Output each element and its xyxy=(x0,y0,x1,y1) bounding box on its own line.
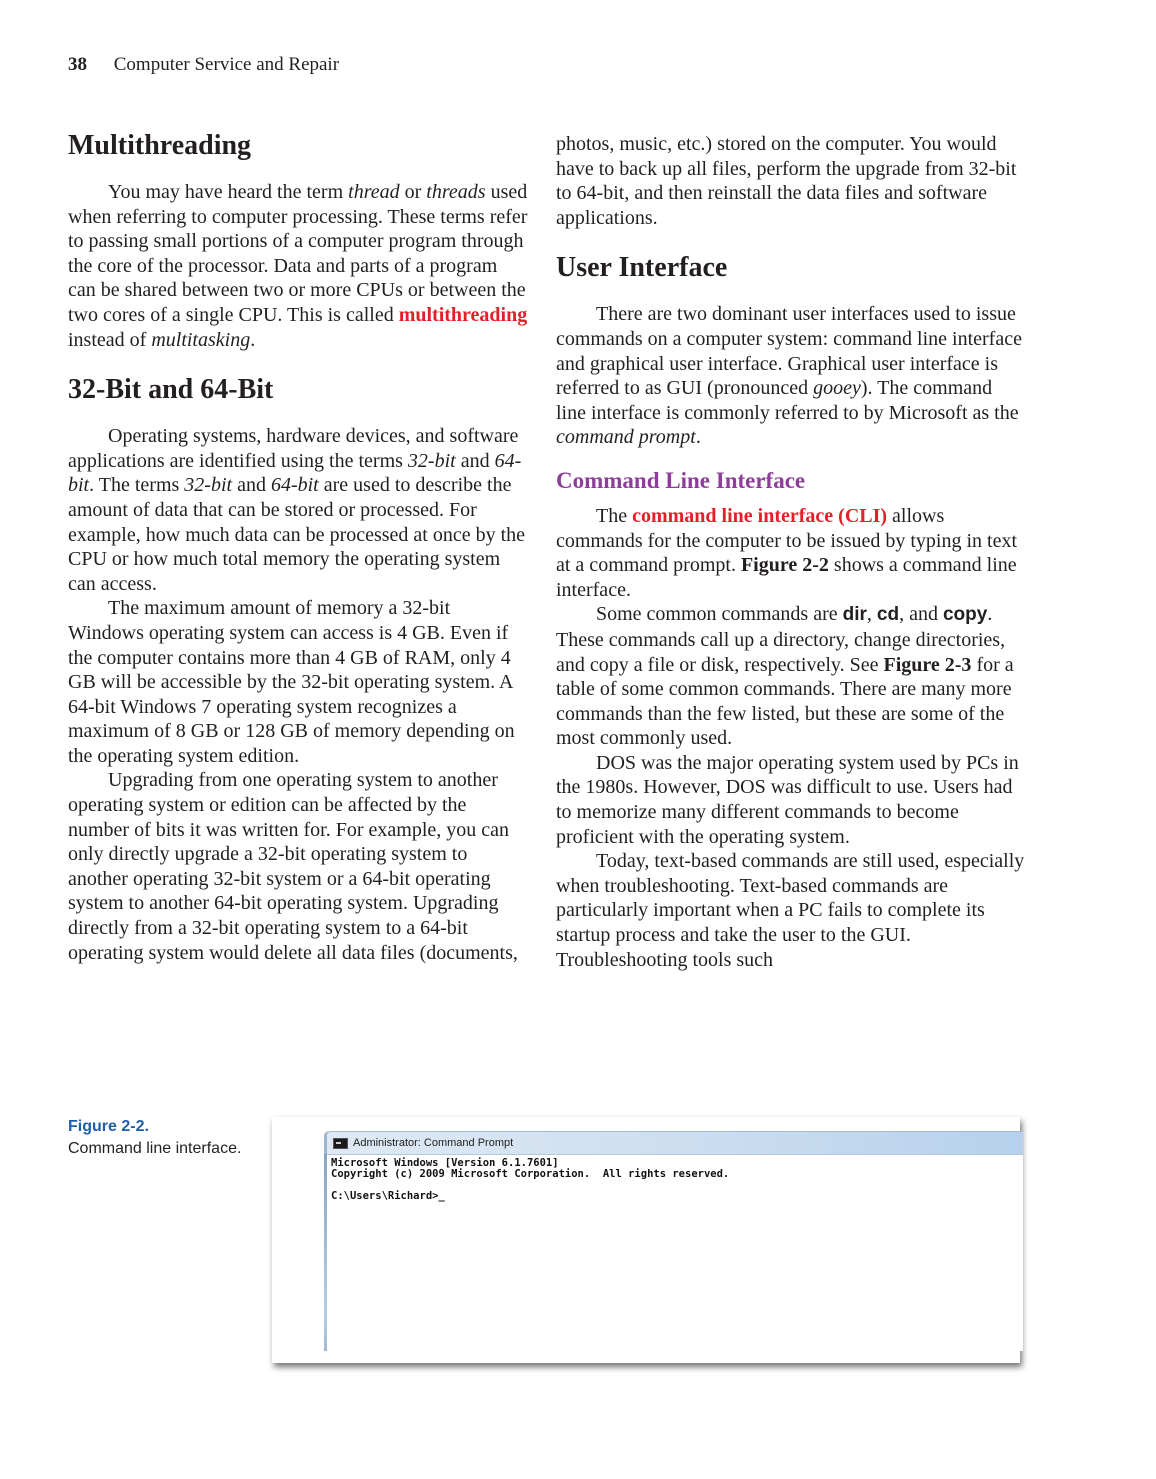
console-output xyxy=(327,1154,1023,1351)
paragraph-cli-4: Today, text-based commands are still used, especially when troubleshooting. Text-based commands are particularly important when a PC fails to complete its startup process and take the user to the GUI. Troubleshooting tools such xyxy=(556,850,1025,971)
text: Some common commands are xyxy=(596,603,843,626)
paragraph-bits-2: The maximum amount of memory a 32-bit Windows operating system can access is 4 GB. Even if the computer contains more than 4 GB of RAM, only 4 GB will be accessible by the 32-bit operating system. A 64-bit Windows 7 operating system recognizes a maximum of 8 GB or 128 GB of memory depending on the operating system edition. xyxy=(68,597,515,767)
paragraph-multithreading xyxy=(68,180,528,352)
subheading-command-line-interface: Command Line Interface xyxy=(556,467,806,493)
text: and xyxy=(232,474,271,497)
console-line: Copyright (c) 2009 Microsoft Corporation. All rights reserved. xyxy=(331,1168,730,1180)
window-titlebar xyxy=(327,1131,1023,1154)
console-prompt-line: C:\Users\Richard>_ xyxy=(331,1190,445,1202)
figure-reference: Figure 2-2 xyxy=(740,554,829,577)
text: or xyxy=(399,181,427,203)
italic-term: multitasking xyxy=(151,328,251,351)
command-cd: cd xyxy=(876,604,900,626)
console-line: Microsoft Windows [Version 6.1.7601] xyxy=(331,1157,559,1169)
heading-user-interface: User Interface xyxy=(556,252,728,284)
figure-caption xyxy=(68,1116,248,1160)
text: and xyxy=(455,449,495,472)
figure-caption-text: Command line interface. xyxy=(68,1140,242,1157)
italic-term: 32-bit xyxy=(184,474,233,497)
figure-2-2-screenshot xyxy=(272,1117,1020,1363)
text: , xyxy=(866,603,877,626)
text: are used to describe the amount of data that can be stored or processed. For example, how much data can be processed at once by the CPU or how much total memory the operating system can access. xyxy=(68,474,526,595)
window-title: Administrator: Command Prompt xyxy=(353,1137,514,1149)
text: ). The command line interface is commonly referred to by Microsoft as the xyxy=(556,377,1019,424)
text: for a table of some common commands. There are many more commands than the few listed, but these are some of the most commonly used. xyxy=(556,653,1014,750)
text: There are two dominant user interfaces used to issue commands on a computer system: command line interface and graphical user interface. Graphical user interface is referred to as GUI (pronounced xyxy=(556,303,1022,400)
command-prompt-window xyxy=(324,1131,1023,1351)
text: . The terms xyxy=(89,474,185,497)
text: , and xyxy=(899,603,943,626)
left-column xyxy=(68,128,528,965)
paragraph-continued: photos, music, etc.) stored on the computer. You would have to back up all files, perform the upgrade from 32-bit to 64-bit, and then reinstall the data files and software applications. xyxy=(556,133,1017,229)
text: instead of xyxy=(68,328,152,351)
text: The xyxy=(596,504,633,527)
text: shows a command line interface. xyxy=(556,554,1017,601)
book-title: Computer Service and Repair xyxy=(113,54,340,75)
key-term-cli: command line interface (CLI) xyxy=(632,504,888,527)
text: . These commands call up a directory, change directories, and copy a file or disk, respectively. See xyxy=(556,603,1006,676)
paragraph-user-interface xyxy=(556,302,1026,450)
italic-term: thread xyxy=(348,181,400,203)
figure-label: Figure 2-2. xyxy=(68,1118,149,1135)
heading-multithreading: Multithreading xyxy=(68,130,252,161)
paragraph-cli-3: DOS was the major operating system used by PCs in the 1980s. However, DOS was difficult to use. Users had to memorize many different commands to become proficient with the operating system. xyxy=(556,751,1019,848)
command-prompt-icon xyxy=(333,1138,348,1149)
italic-term: 64-bit xyxy=(270,474,319,497)
heading-32-64-bit: 32-Bit and 64-Bit xyxy=(68,374,274,406)
right-column xyxy=(556,132,1026,972)
paragraph-bits-1 xyxy=(68,424,528,596)
text: allows commands for the computer to be issued by typing in text at a command prompt. xyxy=(556,504,1018,577)
page-number: 38 xyxy=(68,54,87,75)
italic-term: command prompt xyxy=(556,426,696,449)
paragraph-cli-2 xyxy=(556,602,1026,751)
paragraph-bits-3: Upgrading from one operating system to another operating system or edition can be affected by the number of bits it was written for. For example, you can only directly upgrade a 32-bit operating system to another operating 32-bit system or a 64-bit operating system to another 64-bit operating system. Upgrading directly from a 32-bit operating system to a 64-bit operating system would delete all data files (documents, xyxy=(68,769,518,964)
text: used when referring to computer processing. These terms refer to passing small portions of a computer program through the core of the processor. Data and parts of a program can be shared between two or more CPUs or between the two cores of a single CPU. This is called xyxy=(68,181,528,326)
italic-term: 64-bit xyxy=(68,449,522,497)
text: . xyxy=(250,328,256,351)
text: You may have heard the term xyxy=(108,181,349,203)
command-dir: dir xyxy=(842,604,867,626)
text: Operating systems, hardware devices, and software applications are identified using the terms xyxy=(68,425,519,472)
text: . xyxy=(695,426,701,449)
italic-term: 32-bit xyxy=(407,449,456,472)
running-head xyxy=(68,54,339,76)
italic-term: threads xyxy=(426,181,486,203)
paragraph-cli-1 xyxy=(556,504,1026,602)
command-copy: copy xyxy=(942,604,988,626)
figure-reference: Figure 2-3 xyxy=(883,653,972,676)
italic-term: gooey xyxy=(813,377,861,400)
key-term-multithreading: multithreading xyxy=(398,303,528,326)
